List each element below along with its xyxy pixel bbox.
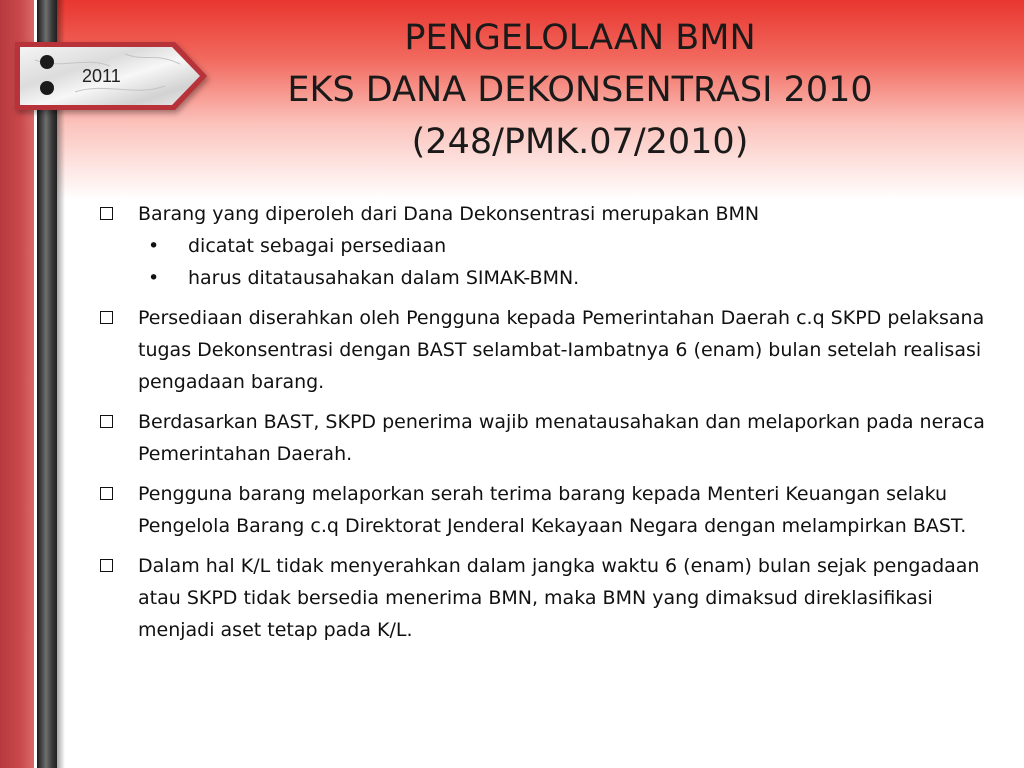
binder-ring-icon bbox=[40, 55, 54, 69]
checkbox-bullet-icon bbox=[100, 559, 113, 572]
list-item bbox=[98, 302, 993, 398]
title-line-1: PENGELOLAAN BMN bbox=[404, 18, 756, 58]
bullet-list bbox=[98, 198, 993, 654]
list-item-text: Barang yang diperoleh dari Dana Dekonsentrasi merupakan BMN bbox=[138, 203, 760, 225]
list-item bbox=[98, 198, 993, 294]
list-item bbox=[98, 478, 993, 542]
binder-spine-shadow bbox=[57, 0, 65, 768]
year-label: 2011 bbox=[82, 66, 121, 86]
checkbox-bullet-icon bbox=[100, 415, 113, 428]
list-item-text: Dalam hal K/L tidak menyerahkan dalam jangka waktu 6 (enam) bulan sejak pengadaan atau SKPD tidak bersedia menerima BMN, maka BMN yang dimaksud direklasifikasi menjadi aset tetap pada K/L. bbox=[138, 555, 980, 641]
bullet-dot-icon: • bbox=[148, 235, 160, 257]
list-item bbox=[98, 550, 993, 646]
list-item-text: Pengguna barang melaporkan serah terima barang kepada Menteri Keuangan selaku Pengelola Barang c.q Direktorat Jenderal Kekayaan Negara dengan melampirkan BAST. bbox=[138, 483, 967, 537]
sub-list-item-text: dicatat sebagai persediaan bbox=[188, 235, 447, 257]
checkbox-bullet-icon bbox=[100, 207, 113, 220]
list-item-text: Persediaan diserahkan oleh Pengguna kepada Pemerintahan Daerah c.q SKPD pelaksana tugas Dekonsentrasi dengan BAST selambat-Iambatnya 6 (enam) bulan setelah realisasi pengadaan barang. bbox=[138, 307, 985, 393]
list-item bbox=[98, 406, 993, 470]
title-line-2: EKS DANA DEKONSENTRASI 2010 bbox=[287, 70, 873, 110]
checkbox-bullet-icon bbox=[100, 487, 113, 500]
bullet-dot-icon: • bbox=[148, 267, 160, 289]
slide-title bbox=[200, 12, 960, 168]
title-line-3: (248/PMK.07/2010) bbox=[411, 122, 749, 162]
checkbox-bullet-icon bbox=[100, 311, 113, 324]
sub-list-item bbox=[138, 230, 993, 262]
sub-list-item bbox=[138, 262, 993, 294]
binder-spine bbox=[37, 0, 57, 768]
sub-list-item-text: harus ditatausahakan dalam SIMAK-BMN. bbox=[188, 267, 580, 289]
left-red-band bbox=[0, 0, 34, 768]
binder-ring-icon bbox=[40, 81, 54, 95]
sub-list bbox=[138, 230, 993, 294]
list-item-text: Berdasarkan BAST, SKPD penerima wajib menatausahakan dan melaporkan pada neraca Pemerintahan Daerah. bbox=[138, 411, 985, 465]
